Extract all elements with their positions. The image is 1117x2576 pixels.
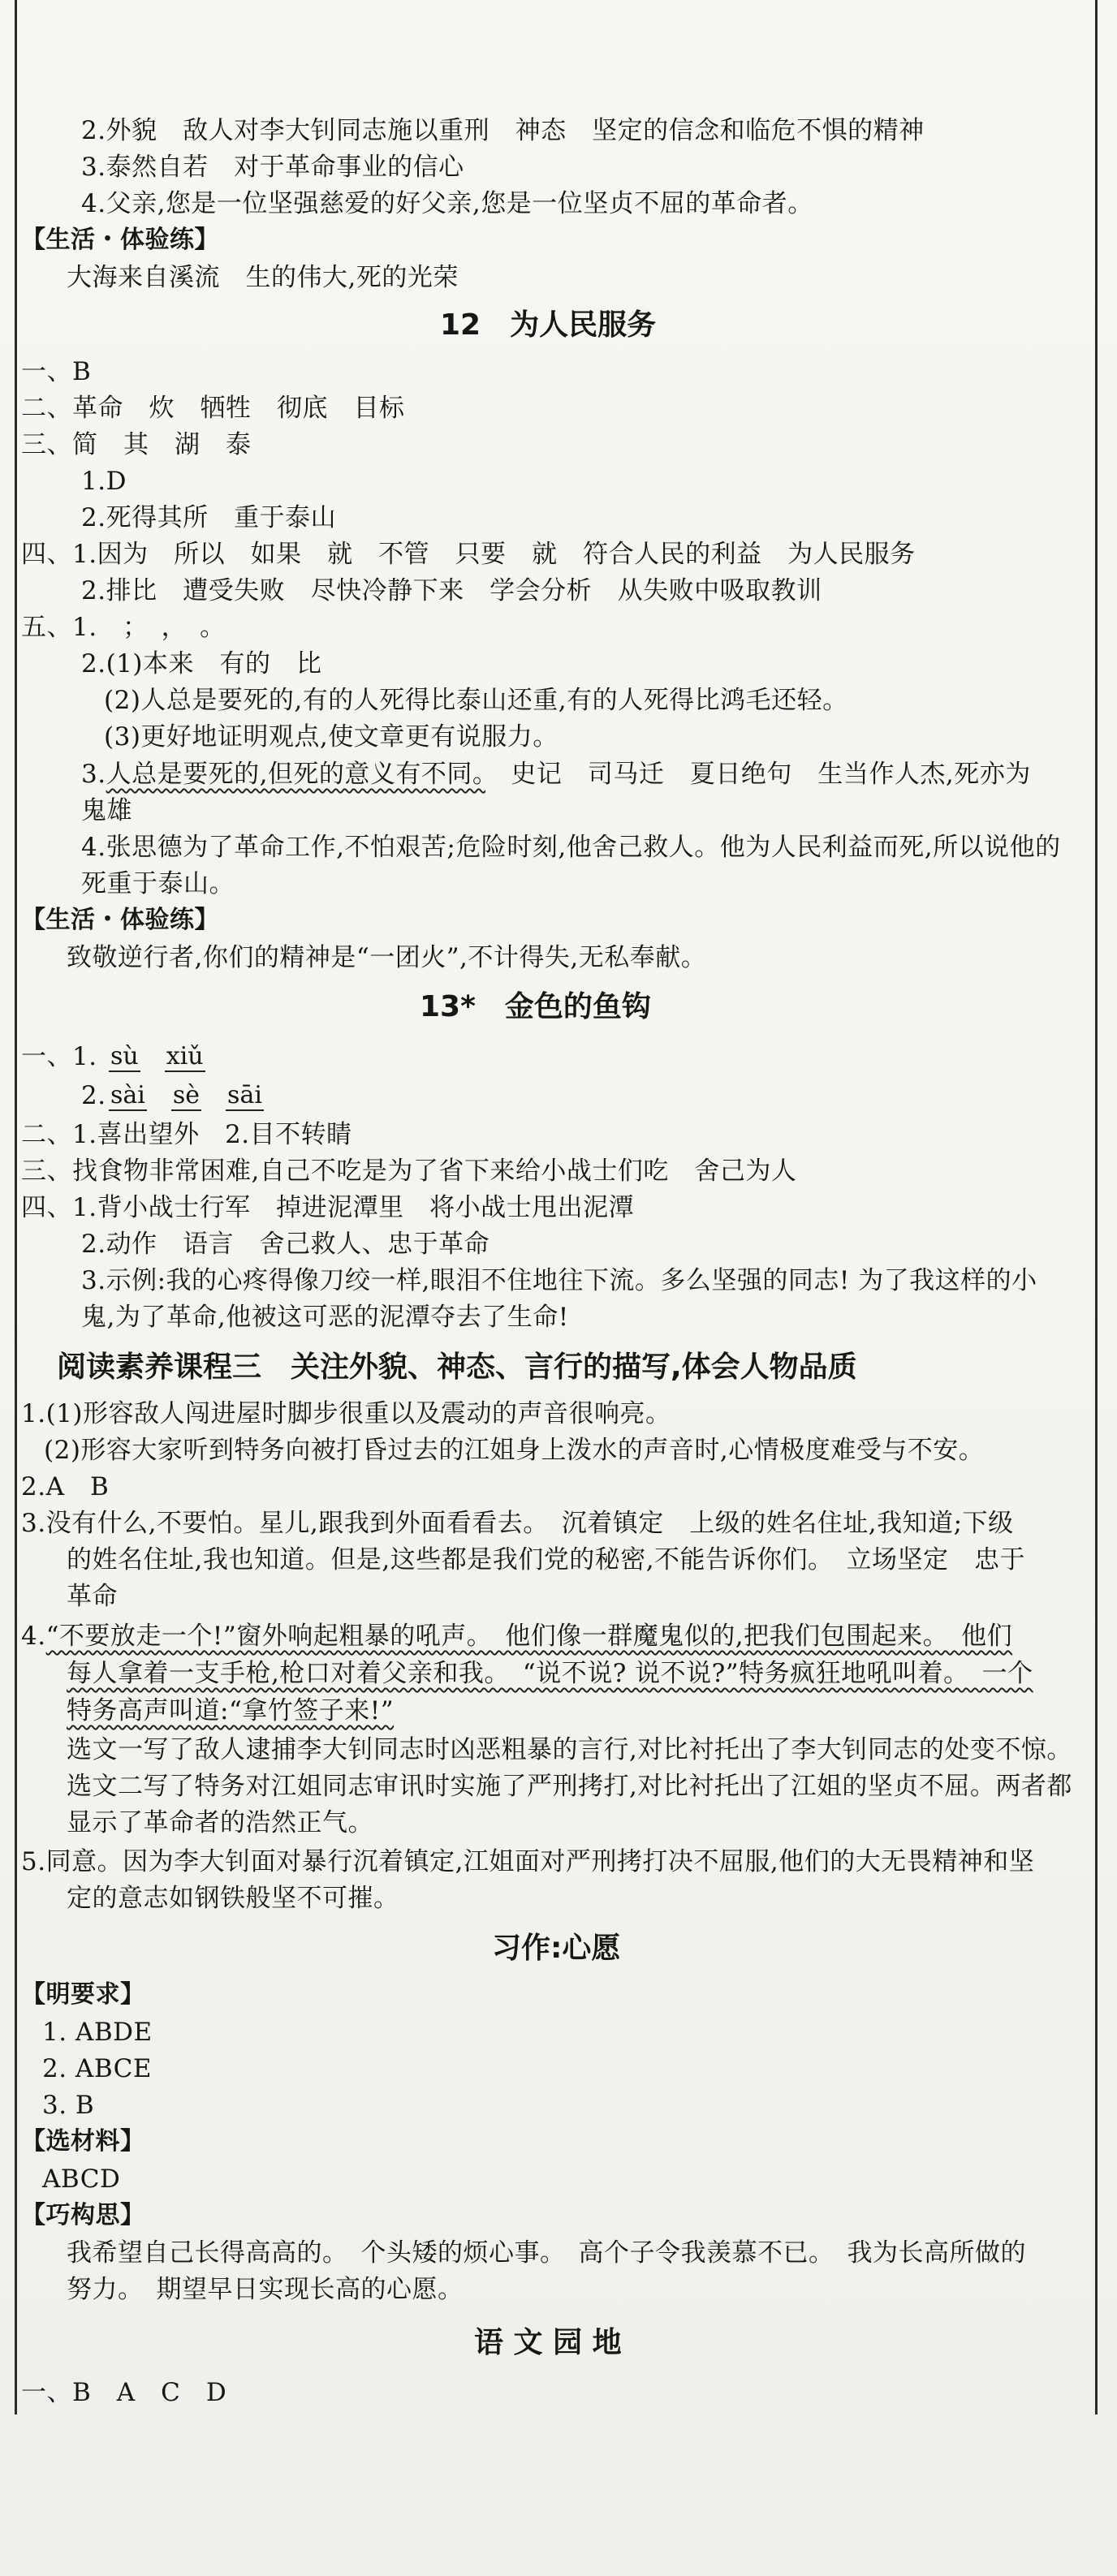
answer-line: 五、1. ； ， 。	[21, 613, 226, 642]
lesson-title: 13* 金色的鱼钩	[420, 990, 651, 1023]
answer-line: 革命	[67, 1582, 118, 1611]
pinyin-blank: sāi	[227, 1081, 262, 1109]
answer-line: 一、B	[21, 357, 92, 386]
answer-line: 二、革命 炊 牺牲 彻底 目标	[21, 394, 405, 423]
answer-line: 4.张思德为了革命工作,不怕艰苦;危险时刻,他舍己救人。他为人民利益而死,所以说他的	[81, 833, 1061, 862]
answer-line: 2.外貌 敌人对李大钊同志施以重刑 神态 坚定的信念和临危不惧的精神	[81, 116, 925, 145]
answer-line: 2.A B	[21, 1472, 110, 1501]
composition-title: 习作:心愿	[492, 1932, 621, 1965]
section-tag: 【巧构思】	[21, 2201, 145, 2229]
answer-line: 四、1.因为 所以 如果 就 不管 只要 就 符合人民的利益 为人民服务	[21, 540, 916, 569]
section-tag: 【生活・体验练】	[21, 906, 219, 934]
wavy-underlined-text: 人总是要死的,但死的意义有不同。	[106, 760, 485, 789]
answer-line: 3.没有什么,不要怕。星儿,跟我到外面看看去。 沉着镇定 上级的姓名住址,我知道;下级	[21, 1509, 1014, 1538]
answer-line: 鬼雄	[81, 796, 132, 825]
answer-line: 二、1.喜出望外 2.目不转睛	[21, 1120, 352, 1149]
answer-line: 鬼,为了革命,他被这可恶的泥潭夺去了生命!	[81, 1303, 569, 1332]
section-tag: 【明要求】	[21, 1980, 145, 2009]
pinyin-answer	[109, 1079, 264, 1112]
answer-line: 2.死得其所 重于泰山	[81, 503, 337, 532]
answer-line: 定的意志如钢铁般坚不可摧。	[67, 1884, 399, 1913]
answer-line: 三、简 其 湖 泰	[21, 430, 252, 459]
pinyin-blank: sù	[110, 1042, 139, 1070]
pinyin-blank: sè	[172, 1081, 201, 1109]
answer-line: ABCD	[42, 2165, 121, 2194]
answer-line: (2)形容大家听到特务向被打昏过去的江姐身上泼水的声音时,心情极度难受与不安。	[44, 1436, 985, 1465]
answer-line: 显示了革命者的浩然正气。	[67, 1808, 373, 1837]
answer-text: 史记 司马迁 夏日绝句 生当作人杰,死亦为	[485, 760, 1031, 789]
reading-course-title: 阅读素养课程三 关注外貌、神态、言行的描写,体会人物品质	[57, 1350, 857, 1384]
answer-line: 一、B A C D	[21, 2378, 227, 2407]
answer-line: 3.示例:我的心疼得像刀绞一样,眼泪不住地往下流。多么坚强的同志! 为了我这样的小	[81, 1266, 1037, 1295]
answer-line: 的姓名住址,我也知道。但是,这些都是我们党的秘密,不能告诉你们。 立场坚定 忠于	[67, 1545, 1026, 1574]
answer-line: 致敬逆行者,你们的精神是“一团火”,不计得失,无私奉献。	[67, 943, 707, 972]
answer-line: 3. B	[42, 2091, 95, 2120]
pinyin-blank: sài	[110, 1081, 145, 1109]
answer-line: 1.D	[81, 467, 127, 496]
answer-line: 四、1.背小战士行军 掉进泥潭里 将小战士甩出泥潭	[21, 1193, 635, 1222]
answer-line: 4.父亲,您是一位坚强慈爱的好父亲,您是一位坚贞不屈的革命者。	[81, 189, 813, 218]
section-tag: 【选材料】	[21, 2127, 145, 2156]
item-number: 4.	[21, 1622, 46, 1651]
answer-line	[21, 1620, 1012, 1652]
answer-line: 一、1.	[21, 1042, 97, 1071]
answer-line: 努力。 期望早日实现长高的心愿。	[67, 2275, 464, 2304]
answer-line: 大海来自溪流 生的伟大,死的光荣	[67, 263, 459, 292]
section-tag: 【生活・体验练】	[21, 226, 219, 254]
answer-line	[81, 758, 1031, 790]
wavy-underlined-text: “不要放走一个!”窗外响起粗暴的吼声。 他们像一群魔鬼似的,把我们包围起来。 他们	[45, 1622, 1013, 1651]
answer-line: 2.(1)本来 有的 比	[81, 649, 322, 678]
left-margin-rule	[15, 0, 17, 2414]
answer-line: 我希望自己长得高高的。 个头矮的烦心事。 高个子令我羡慕不已。 我为长高所做的	[67, 2238, 1026, 2268]
pinyin-answer	[109, 1040, 205, 1073]
item-number: 3.	[81, 760, 106, 789]
answer-line: 3.泰然自若 对于革命事业的信心	[81, 153, 464, 182]
answer-line: 2.动作 语言 舍己救人、忠于革命	[81, 1230, 490, 1259]
answer-line: 2.排比 遭受失败 尽快冷静下来 学会分析 从失败中吸取教训	[81, 576, 822, 605]
wavy-underlined-text: 特务高声叫道:“拿竹签子来!”	[67, 1696, 395, 1725]
answer-line: (2)人总是要死的,有的人死得比泰山还重,有的人死得比鸿毛还轻。	[104, 686, 848, 715]
answer-line: (3)更好地证明观点,使文章更有说服力。	[104, 722, 558, 752]
answer-line: 1. ABDE	[42, 2018, 153, 2047]
answer-line: 选文二写了特务对江姐同志审讯时实施了严刑拷打,对比衬托出了江姐的坚贞不屈。两者都	[67, 1772, 1072, 1801]
answer-line: 1.(1)形容敌人闯进屋时脚步很重以及震动的声音很响亮。	[21, 1399, 671, 1428]
answer-line: 2. ABCE	[42, 2054, 153, 2083]
answer-line: 死重于泰山。	[81, 869, 235, 898]
right-margin-rule	[1095, 0, 1098, 2414]
answer-line: 三、找食物非常困难,自己不吃是为了省下来给小战士们吃 舍己为人	[21, 1157, 797, 1186]
answer-line: 5.同意。因为李大钊面对暴行沉着镇定,江姐面对严刑拷打决不屈服,他们的大无畏精神和坚	[21, 1847, 1035, 1876]
pinyin-blank: xiǔ	[166, 1042, 204, 1070]
wavy-underlined-text: 每人拿着一支手枪,枪口对着父亲和我。 “说不说? 说不说?”特务疯狂地吼叫着。 一个	[67, 1659, 1033, 1688]
section-title: 语 文 园 地	[474, 2326, 622, 2359]
lesson-title: 12 为人民服务	[440, 308, 657, 342]
answer-line: 2.	[81, 1081, 106, 1110]
answer-line: 选文一写了敌人逮捕李大钊同志时凶恶粗暴的言行,对比衬托出了李大钊同志的处变不惊。	[67, 1735, 1072, 1764]
